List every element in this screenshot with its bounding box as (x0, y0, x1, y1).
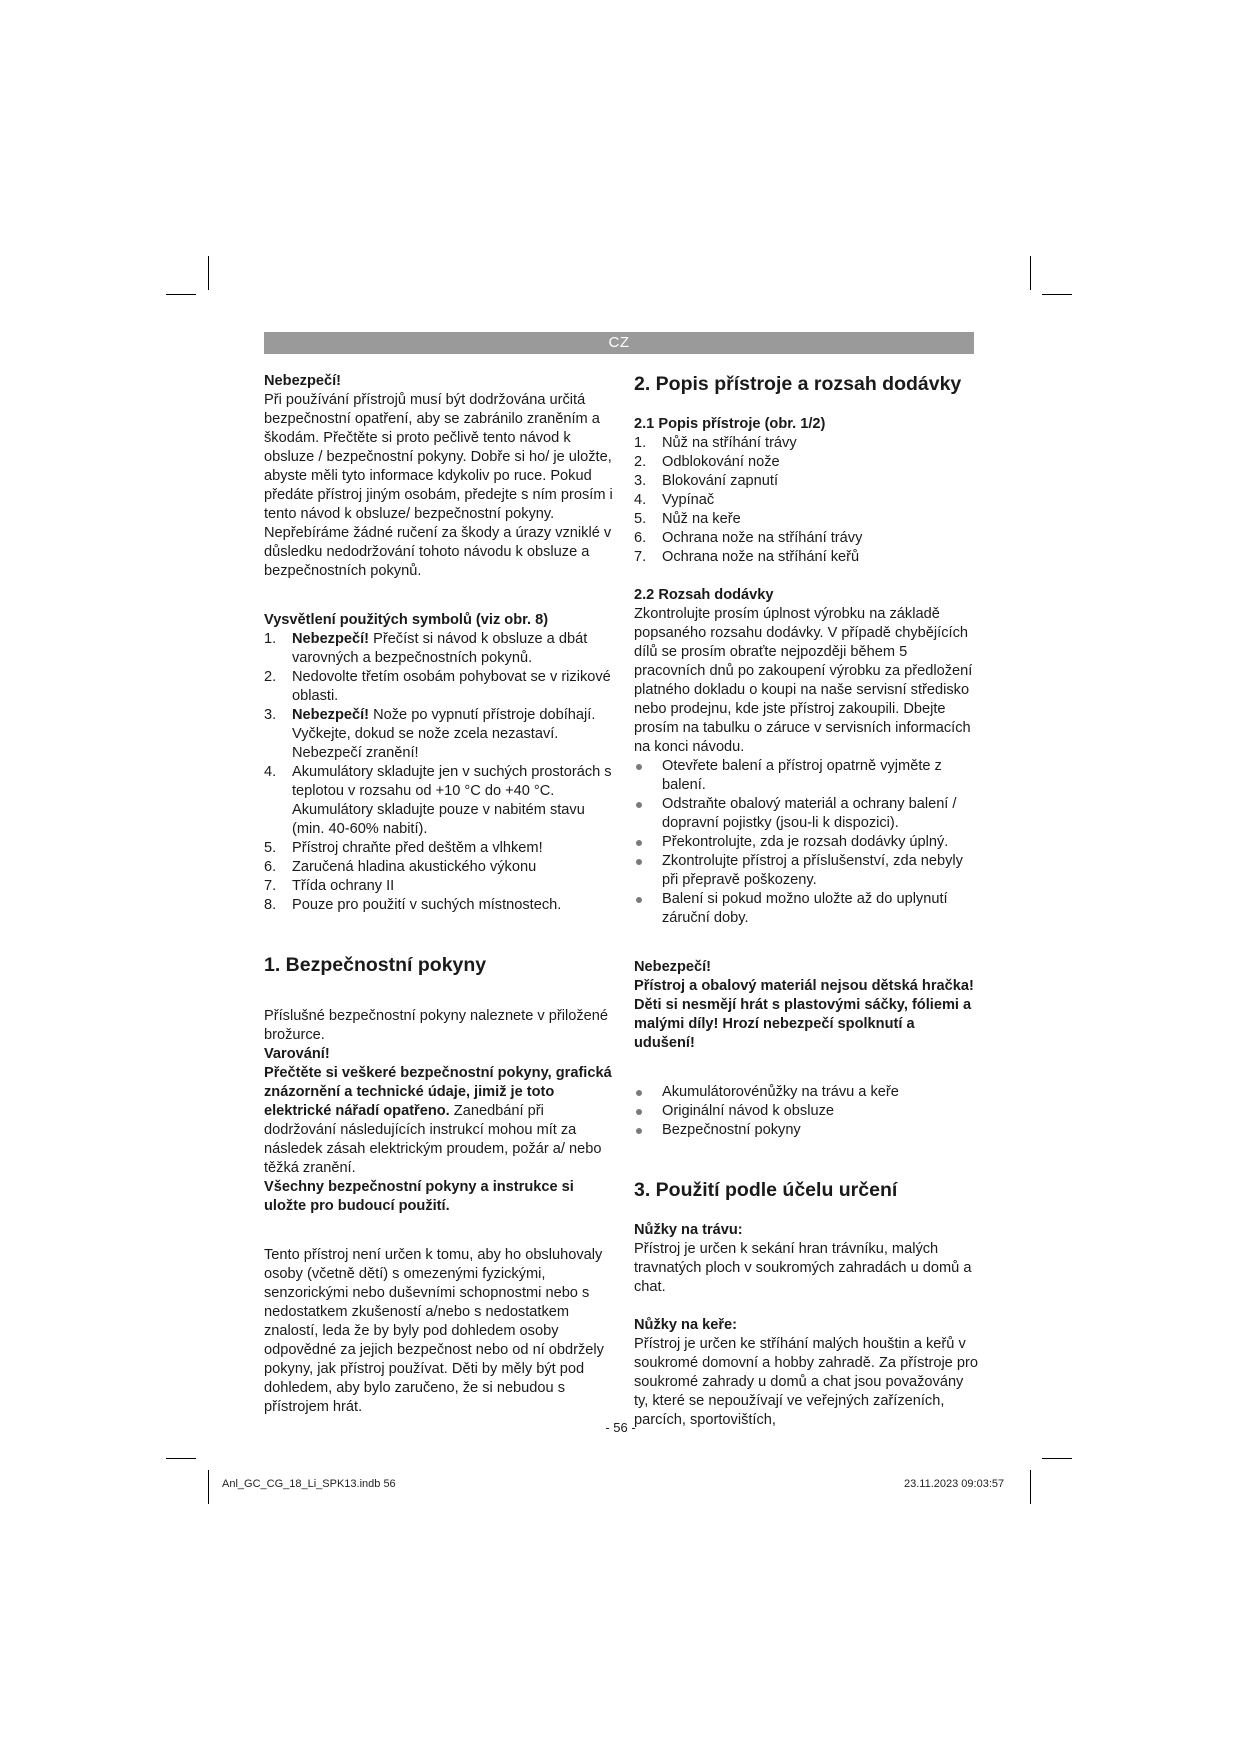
unpacking-steps-list (634, 757, 979, 928)
part-item: 4. Vypínač (634, 492, 715, 508)
symbol-item: 4. Akumulátory skladujte jen v suchých prostorách s teplotou v rozsahu od +10 °C do +40 °C. Akumulátory skladujte pouze v nabitém stavu (min. 40-60% nabití). (264, 764, 612, 837)
grass-shears-text: Přístroj je určen k sekání hran trávníku, malých travnatých ploch v soukromých zahradách u domů a chat. (634, 1241, 972, 1295)
part-item: 5. Nůž na keře (634, 511, 741, 527)
crop-mark-top-right-v (1030, 256, 1031, 290)
part-item: 2. Odblokování nože (634, 454, 780, 470)
symbol-item: 8. Pouze pro použití v suchých místnostech. (264, 897, 562, 913)
bullet-icon (636, 840, 642, 846)
grass-shears-heading: Nůžky na trávu: (634, 1222, 743, 1238)
list-item: Překontrolujte, zda je rozsah dodávky úplný. (634, 833, 979, 852)
section-3-heading: 3. Použití podle účelu určení (634, 1179, 898, 1201)
list-item: Akumulátorovénůžky na trávu a keře (634, 1083, 979, 1102)
footer-timestamp: 23.11.2023 09:03:57 (904, 1478, 1005, 1490)
bullet-icon (636, 1090, 642, 1096)
symbol-item: 5. Přístroj chraňte před deštěm a vlhkem! (264, 840, 543, 856)
hedge-shears-text: Přístroj je určen ke stříhání malých houštin a keřů v soukromé domovní a hobby zahradě. Za přístroje pro soukromé zahrady u domů a chat jsou považovány ty, které se nepoužívají ve veřejných zařízeních, parcích, sportovištích, (634, 1336, 978, 1428)
section-2-heading: 2. Popis přístroje a rozsah dodávky (634, 373, 962, 395)
packaging-danger-text: Přístroj a obalový materiál nejsou dětská hračka! Děti si nesmějí hrát s plastovými sáčky, fóliemi a malými díly! Hrozí nebezpečí spolknutí a udušení! (634, 978, 974, 1051)
bullet-icon (636, 764, 642, 770)
crop-mark-bottom-left-h (166, 1458, 196, 1459)
part-item: 1. Nůž na stříhání trávy (634, 435, 797, 451)
part-item: 3. Blokování zapnutí (634, 473, 779, 489)
left-column (264, 372, 619, 1417)
crop-mark-bottom-left-v (208, 1470, 209, 1504)
list-item: Otevřete balení a přístroj opatrně vyjměte z balení. (634, 757, 979, 795)
subsection-2-2-heading: 2.2 Rozsah dodávky (634, 587, 774, 603)
warning-heading: Varování! (264, 1046, 330, 1062)
footer-filename: Anl_GC_CG_18_Li_SPK13.indb 56 (222, 1478, 396, 1490)
bullet-icon (636, 1109, 642, 1115)
warning-paragraph: Přečtěte si veškeré bezpečnostní pokyny, grafická znázornění a technické údaje, jimiž je toto elektrické nářadí opatřeno. Zanedbání při dodržování následujících instrukcí mohou mít za následek zásah elektrickým proudem, požár a/ nebo těžká zranění. (264, 1065, 612, 1176)
list-item: Balení si pokud možno uložte až do uplynutí záruční doby. (634, 890, 979, 928)
crop-mark-top-left-v (208, 256, 209, 290)
page-number: - 56 - (605, 1420, 636, 1435)
bullet-icon (636, 802, 642, 808)
part-item: 6. Ochrana nože na stříhání trávy (634, 530, 863, 546)
delivery-paragraph: Zkontrolujte prosím úplnost výrobku na základě popsaného rozsahu dodávky. V případě chybějících dílů se prosím obraťte nejpozději během 5 pracovních dnů po zakoupení výrobku za předložení platného dokladu o koupi na naše servisní středisko nebo prodejnu, kde jste přístroj zakoupili. Dbejte prosím na tabulku o záruce v servisních informacích na konci návodu. (634, 606, 973, 755)
bullet-icon (636, 859, 642, 865)
part-item: 7. Ochrana nože na stříhání keřů (634, 549, 860, 565)
list-item: Originální návod k obsluze (634, 1102, 979, 1121)
symbols-heading: Vysvětlení použitých symbolů (viz obr. 8) (264, 612, 549, 628)
language-label: CZ (608, 334, 630, 351)
children-paragraph: Tento přístroj není určen k tomu, aby ho obsluhovaly osoby (včetně dětí) s omezenými fyzickými, senzorickými nebo duševními schopnostmi nebo s nedostatkem zkušeností a/nebo s nedostatkem znalostí, leda že by byly pod dohledem osoby odpovědné za jejich bezpečnost nebo od ní obdržely pokyny, jak přístroj používat. Děti by měly být pod dohledem, aby bylo zaručeno, že si nebudou s přístrojem hrát. (264, 1247, 604, 1415)
keep-instructions-note: Všechny bezpečnostní pokyny a instrukce si uložte pro budoucí použití. (264, 1179, 574, 1214)
parts-list (634, 434, 979, 567)
section-1-heading: 1. Bezpečnostní pokyny (264, 954, 487, 976)
section-1-intro: Příslušné bezpečnostní pokyny naleznete v přiložené brožurce. (264, 1008, 608, 1043)
crop-mark-bottom-right-v (1030, 1470, 1031, 1504)
packaging-danger-heading: Nebezpečí! (634, 959, 712, 975)
bullet-icon (636, 1128, 642, 1134)
right-column (634, 372, 979, 1430)
crop-mark-top-left-h (166, 294, 196, 295)
bullet-icon (636, 897, 642, 903)
crop-mark-top-right-h (1042, 294, 1072, 295)
danger-heading: Nebezpečí! (264, 373, 342, 389)
language-bar (264, 332, 974, 354)
symbol-item: 6. Zaručená hladina akustického výkonu (264, 859, 537, 875)
danger-paragraph: Při používání přístrojů musí být dodržována určitá bezpečnostní opatření, aby se zabránilo zraněním a škodám. Přečtěte si proto pečlivě tento návod k obsluze / bezpečnostní pokyny. Dobře si ho/ je uložte, abyste měli tyto informace kdykoliv po ruce. Pokud předáte přístroj jiným osobám, předejte s ním prosím i tento návod k obsluze/ bezpečnostní pokyny. Nepřebíráme žádné ručení za škody a úrazy vzniklé v důsledku nedodržování tohoto návodu k obsluze a bezpečnostních pokynů. (264, 392, 613, 579)
symbols-list (264, 630, 619, 915)
hedge-shears-heading: Nůžky na keře: (634, 1317, 738, 1333)
symbol-item: 7. Třída ochrany II (264, 878, 395, 894)
contents-list (634, 1083, 979, 1140)
list-item: Odstraňte obalový materiál a ochrany balení / dopravní pojistky (jsou-li k dispozici). (634, 795, 979, 833)
crop-mark-bottom-right-h (1042, 1458, 1072, 1459)
list-item: Bezpečnostní pokyny (634, 1121, 979, 1140)
list-item: Zkontrolujte přístroj a příslušenství, zda nebyly při přepravě poškozeny. (634, 852, 979, 890)
subsection-2-1-heading: 2.1 Popis přístroje (obr. 1/2) (634, 416, 826, 432)
symbol-item: 1. Nebezpečí! Přečíst si návod k obsluze a dbát varovných a bezpečnostních pokynů. (264, 631, 588, 666)
symbol-item: 2. Nedovolte třetím osobám pohybovat se v rizikové oblasti. (264, 669, 611, 704)
symbol-item: 3. Nebezpečí! Nože po vypnutí přístroje dobíhají. Vyčkejte, dokud se nože zcela nezastaví. Nebezpečí zranění! (264, 707, 596, 761)
